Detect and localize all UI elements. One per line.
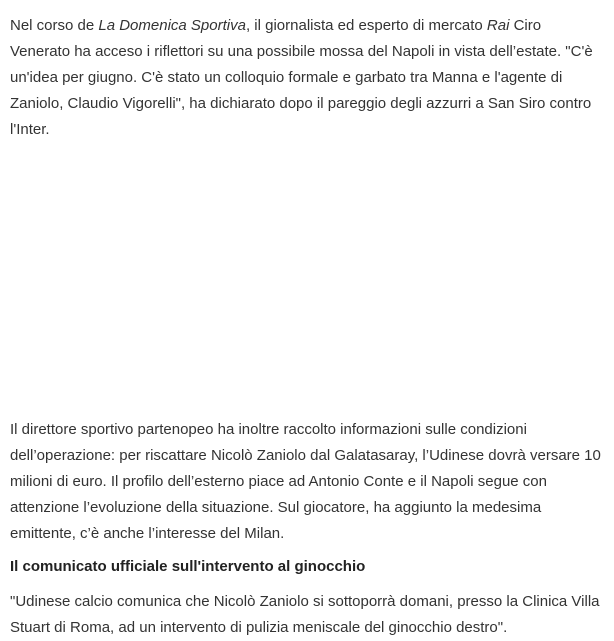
paragraph-market-details: Il direttore sportivo partenopeo ha inoltre raccolto informazioni sulle condizioni dell’operazione: per riscattare Nicolò Zaniolo dal Galatasaray, l’Udinese dovrà versare 10 milioni di euro. Il profilo dell’esterno piace ad Antonio Conte e il Napoli segue con attenzione l’evoluzione della situazione. Sul giocatore, ha aggiunto la medesima emittente, c’è anche l’interesse del Milan. [10, 421, 601, 542]
paragraph-intro-text-2: , il giornalista ed esperto di mercato [245, 17, 487, 34]
paragraph-intro-text-3: Ciro Venerato ha acceso i riflettori su una possibile mossa del Napoli in vista dell’estate. "C'è un'idea per giugno. C'è stato un colloquio formale e garbato tra Manna e l'agente di Zaniolo, Claudio Vigorelli", ha dichiarato dopo il pareggio degli azzurri a San Siro contro l'Inter. [10, 17, 593, 138]
broadcaster-name-italic: Rai [486, 17, 510, 34]
paragraph-intro [10, 13, 601, 143]
show-title-italic: La Domenica Sportiva [98, 17, 246, 34]
paragraph-official-statement: "Udinese calcio comunica che Nicolò Zaniolo si sottoporrà domani, presso la Clinica Villa Stuart di Roma, ad un intervento di pulizia meniscale del ginocchio destro". [10, 593, 600, 636]
paragraph-intro-text-1: Nel corso de [10, 17, 99, 34]
blank-media-area [10, 143, 601, 417]
section-heading: Il comunicato ufficiale sull'intervento al ginocchio [10, 558, 366, 575]
